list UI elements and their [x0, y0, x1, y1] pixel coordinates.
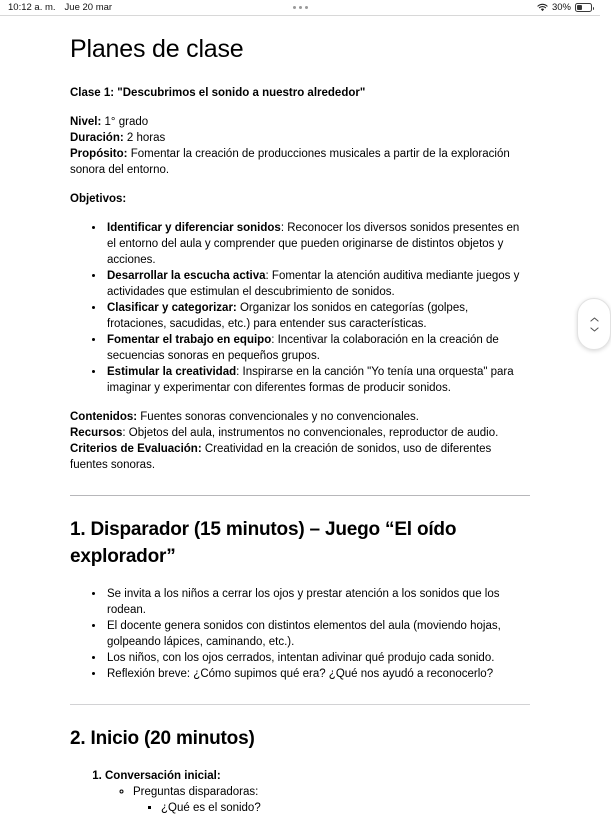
list-item [105, 300, 530, 332]
section-1-list [70, 586, 530, 682]
list-item [105, 364, 530, 396]
detail-label-recursos: Recursos [70, 427, 123, 440]
status-bar-time: 10:12 a. m. [8, 2, 56, 13]
meta-value-duracion: 2 horas [123, 132, 166, 145]
detail-label-criterios: Criterios de Evaluación: [70, 443, 202, 456]
battery-percent-label: 30% [551, 2, 571, 13]
section-2-subsublist [133, 800, 530, 816]
objective-lead: Identificar y diferenciar sonidos [107, 222, 281, 235]
objective-text: Organizar los sonidos en categorías (golpes, frotaciones, sacudidas, etc.) para entender sus características. [107, 302, 469, 331]
chevron-up-icon[interactable] [590, 317, 599, 322]
status-bar-date: Jue 20 mar [64, 2, 113, 13]
more-dots-icon[interactable] [293, 6, 308, 9]
detail-value-recursos: : Objetos del aula, instrumentos no convencionales, reproductor de audio. [122, 427, 499, 440]
objective-text: : Incentivar la colaboración en la creación de secuencias sonoras en pequeños grupos. [107, 334, 499, 363]
meta-label-duracion: Duración: [70, 132, 124, 145]
status-bar [0, 0, 600, 16]
lesson-heading [70, 85, 530, 101]
section-1-heading: 1. Disparador (15 minutos) – Juego “El oído explorador” [70, 519, 457, 568]
meta-label-nivel: Nivel: [70, 116, 102, 129]
section-2-list [70, 768, 530, 816]
list-item: • El docente genera sonidos con distintos elementos del aula (moviendo hojas, golpeando lápices, caminando, etc.). [105, 618, 530, 650]
list-item: • Los niños, con los ojos cerrados, intentan adivinar qué produjo cada sonido. [105, 650, 530, 666]
meta-value-proposito: Fomentar la creación de producciones musicales a partir de la exploración sonora del entorno. [70, 148, 510, 177]
section-divider [70, 495, 530, 496]
detail-value-contenidos: Fuentes sonoras convencionales y no convencionales. [137, 411, 420, 424]
lesson-heading-text: Clase 1: "Descubrimos el sonido a nuestro alrededor" [70, 87, 366, 100]
objective-lead: Clasificar y categorizar: [107, 302, 237, 315]
meta-value-nivel: 1° grado [101, 116, 149, 129]
section-2-sub-label: Preguntas disparadoras: [133, 786, 259, 799]
list-item [105, 220, 530, 268]
wifi-icon [537, 3, 548, 12]
list-item [105, 332, 530, 364]
scroll-handle[interactable] [577, 298, 611, 350]
objective-text: : Inspirarse en la canción "Yo tenía una orquesta" para imaginar y experimentar con diferentes formas de producir sonidos. [107, 366, 514, 395]
section-divider [70, 704, 530, 705]
list-item [105, 268, 530, 300]
objective-text: : Fomentar la atención auditiva mediante juegos y actividades que estimulan el descubrimiento de sonidos. [107, 270, 520, 299]
section-2-heading: 2. Inicio (20 minutos) [70, 728, 255, 750]
list-item [105, 768, 530, 816]
detail-value-criterios: Creatividad en la creación de sonidos, uso de diferentes fuentes sonoras. [70, 443, 492, 472]
objectives-list [70, 220, 530, 396]
objective-lead: Fomentar el trabajo en equipo [107, 334, 272, 347]
battery-icon [575, 3, 592, 12]
status-bar-left [8, 2, 112, 13]
objective-lead: Estimular la creatividad [107, 366, 237, 379]
page-title: Planes de clase [70, 35, 244, 63]
list-item: • Se invita a los niños a cerrar los ojos y prestar atención a los sonidos que los rodean. [105, 586, 530, 618]
list-item: • Reflexión breve: ¿Cómo supimos qué era? ¿Qué nos ayudó a reconocerlo? [105, 666, 530, 682]
list-item [133, 784, 530, 816]
lesson-details [70, 409, 530, 473]
objective-text: : Reconocer los diversos sonidos presentes en el entorno del aula y comprender que pueden originarse de distintos objetos y acciones. [107, 222, 520, 267]
chevron-down-icon[interactable] [590, 327, 599, 332]
lesson-meta [70, 114, 530, 178]
objectives-label-text: Objetivos: [70, 193, 127, 206]
objective-lead: Desarrollar la escucha activa [107, 270, 266, 283]
detail-label-contenidos: Contenidos: [70, 411, 138, 424]
section-2-sublist [105, 784, 530, 816]
section-2-item-label: Conversación inicial: [105, 770, 221, 783]
objectives-label [70, 191, 530, 207]
meta-label-proposito: Propósito: [70, 148, 128, 161]
list-item: ▪ ¿Qué es el sonido? [161, 800, 530, 816]
status-bar-right [537, 2, 592, 13]
document-body [0, 16, 600, 815]
